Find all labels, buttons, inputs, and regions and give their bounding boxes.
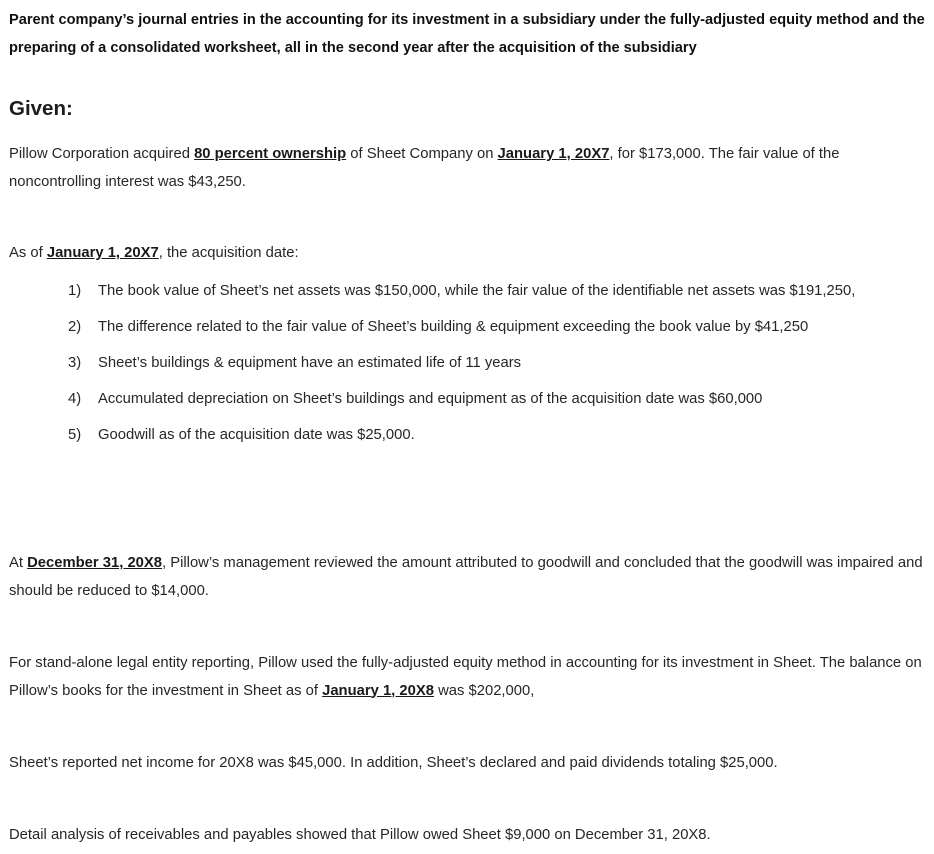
- acquisition-date-highlight: January 1, 20X7: [497, 146, 610, 162]
- acquisition-text-mid: of Sheet Company on: [346, 146, 498, 162]
- acquisition-facts-list: [68, 278, 918, 458]
- list-item-text: Sheet’s buildings & equipment have an estimated life of 11 years: [98, 355, 522, 371]
- goodwill-text-pre: At: [9, 555, 28, 571]
- list-item: [68, 278, 918, 306]
- as-of-text-pre: As of: [9, 245, 47, 261]
- list-item-text: Accumulated depreciation on Sheet’s buildings and equipment as of the acquisition date was $60,000: [98, 391, 763, 407]
- net-income-paragraph: Sheet’s reported net income for 20X8 was $45,000. In addition, Sheet’s declared and paid dividends totaling $25,000.: [9, 755, 778, 771]
- goodwill-paragraph: [9, 550, 924, 605]
- document-title: Parent company’s journal entries in the accounting for its investment in a subsidiary under the fully-adjusted equity method and the preparing of a consolidated worksheet, all in the second year after the acquisition of the subsidiary: [9, 12, 925, 56]
- equity-method-paragraph: [9, 650, 924, 705]
- as-of-date-highlight: January 1, 20X7: [46, 245, 159, 261]
- acquisition-paragraph: [9, 141, 924, 196]
- list-item-text: Goodwill as of the acquisition date was $25,000.: [98, 427, 415, 443]
- ownership-highlight: 80 percent ownership: [194, 146, 347, 162]
- equity-text-pre: For stand-alone legal entity reporting, Pillow used the fully-adjusted equity method in accounting for its investment in Sheet. The balance on Pillow’s books for the investment in Sheet as of: [9, 655, 922, 699]
- acquisition-text-post: , for $173,000. The fair value of the noncontrolling interest was $43,250.: [9, 146, 840, 190]
- list-item-number: 4): [68, 391, 82, 407]
- goodwill-date-highlight: December 31, 20X8: [27, 555, 162, 571]
- list-item-number: 3): [68, 355, 82, 371]
- as-of-paragraph: [9, 240, 924, 268]
- acquisition-text-pre: Pillow Corporation acquired: [9, 146, 195, 162]
- goodwill-text-post: , Pillow’s management reviewed the amount attributed to goodwill and concluded that the goodwill was impaired and should be reduced to $14,000.: [9, 555, 923, 599]
- list-item: [68, 314, 918, 342]
- equity-text-post: was $202,000,: [433, 682, 535, 699]
- list-item: [68, 350, 918, 378]
- list-item: [68, 386, 918, 414]
- list-item-number: 5): [68, 427, 82, 443]
- list-item-number: 1): [68, 283, 82, 299]
- given-heading: Given:: [9, 97, 73, 120]
- equity-date-highlight: January 1, 20X8: [322, 682, 434, 699]
- list-item: [68, 422, 918, 450]
- list-item-text: The difference related to the fair value of Sheet’s building & equipment exceeding the book value by $41,250: [98, 319, 809, 335]
- list-item-number: 2): [68, 319, 82, 335]
- list-item-text: The book value of Sheet’s net assets was $150,000, while the fair value of the identifiable net assets was $191,250,: [98, 283, 856, 299]
- as-of-text-post: , the acquisition date:: [158, 245, 299, 261]
- receivables-paragraph: Detail analysis of receivables and payables showed that Pillow owed Sheet $9,000 on December 31, 20X8.: [9, 827, 711, 843]
